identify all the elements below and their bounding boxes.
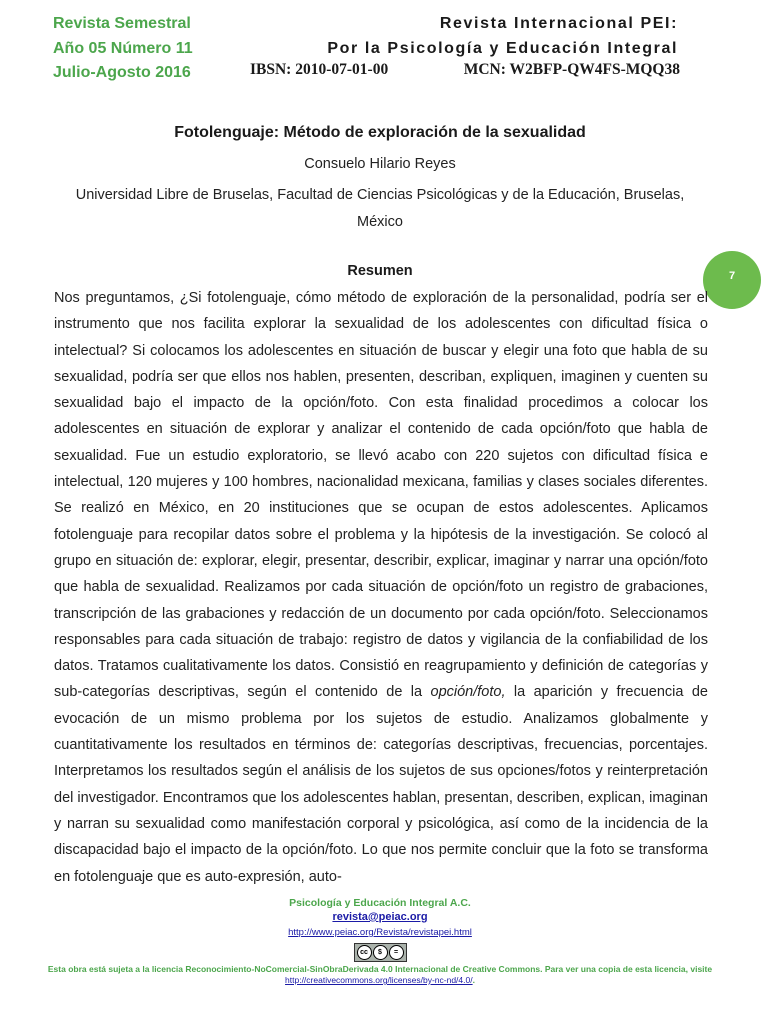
creative-commons-icon[interactable] — [354, 943, 407, 962]
footer-email-link[interactable]: revista@peiac.org — [332, 911, 428, 923]
journal-date: Julio-Agosto 2016 — [53, 64, 191, 81]
license-end: . — [472, 975, 475, 985]
page-footer — [0, 897, 760, 986]
license-text: Esta obra está sujeta a la licencia Reconocimiento-NoComercial-SinObraDerivada 4.0 Internacional de Creative Commons. Para ver una copia de esta licencia, visite — [47, 964, 713, 974]
abstract-text-part2: la aparición y frecuencia de evocación de un mismo problema por los sujetos de estudio. Analizamos globalmente y cuantitativamente los resultados en términos de: categorías descriptivas, frecuencias, porcentajes. Interpretamos los resultados según el análisis de los sujetos de sus opciones/fotos y reinterpretación del investigador. Encontramos que los adolescentes hablan, presentan, describen, explican, imaginan y narran su sexualidad como manifestación corporal y psicológica, así como de la incidencia de la discapacidad bajo el impacto de la opción/foto. Lo que nos permite concluir que la foto se transforma en fotolenguaje que es auto-expresión, auto- — [54, 684, 708, 885]
journal-meta — [53, 12, 193, 86]
cc-icon: cc — [357, 945, 372, 960]
article-author: Consuelo Hilario Reyes — [304, 156, 456, 172]
mcn-number: MCN: W2BFP-QW4FS-MQQ38 — [463, 61, 680, 78]
article-affiliation: Universidad Libre de Bruselas, Facultad de Ciencias Psicológicas y de la Educación, Bruselas, México — [75, 187, 685, 230]
abstract-body — [54, 285, 708, 897]
journal-issue: Año 05 Número 11 — [53, 39, 193, 57]
journal-title — [327, 12, 678, 61]
journal-identifiers — [250, 61, 680, 79]
footer-organization: Psicología y Educación Integral A.C. — [289, 897, 471, 909]
abstract-text-italic: opción/foto, — [430, 684, 506, 701]
license-link[interactable]: http://creativecommons.org/licenses/by-nc-nd/4.0/ — [285, 975, 473, 985]
nd-icon: = — [389, 945, 404, 960]
license-notice — [40, 964, 720, 986]
page-number-badge: 7 — [703, 251, 761, 309]
footer-website-link[interactable]: http://www.peiac.org/Revista/revistapei.html — [288, 927, 472, 938]
article-title: Fotolenguaje: Método de exploración de la sexualidad — [174, 124, 586, 141]
nc-icon: $ — [373, 945, 388, 960]
journal-title-line2: Por la Psicología y Educación Integral — [327, 39, 678, 57]
ibsn-number: IBSN: 2010-07-01-00 — [250, 61, 389, 78]
journal-frequency: Revista Semestral — [53, 15, 191, 32]
abstract-text-part1: Nos preguntamos, ¿Si fotolenguaje, cómo método de exploración de la personalidad, podría ser el instrumento que nos facilita explorar la sexualidad de los adolescentes con dificultad física o intelectual? Si colocamos los adolescentes en situación de buscar y elegir una foto que habla de su sexualidad, podría ser que ellos nos hablen, presenten, describan, expliquen, imaginen y cuenten su sexualidad bajo el impacto de la opción/foto. Con esta finalidad procedimos a colocar los adolescentes en situación de explorar y analizar el contenido de cada opción/foto que habla de sexualidad. Fue un estudio exploratorio, se llevó acabo con 220 sujetos con dificultad física e intelectual, 120 mujeres y 100 hombres, nacionalidad mexicana, familias y clases sociales diferentes. Se realizó en México, en 20 instituciones que se ocupan de estos adolescentes. Aplicamos fotolenguaje para recopilar datos sobre el problema y la hipótesis de la investigación. Se colocó al grupo en situación de: explorar, elegir, presentar, describir, explicar, imaginar y narrar una opción/foto que habla de sexualidad. Realizamos por cada situación de opción/foto un registro de grabaciones, transcripción de las grabaciones y redacción de un documento por cada opción/foto. Seleccionamos responsables para cada situación de trabajo: registro de datos y vigilancia de la confiabilidad de los datos. Tratamos cualitativamente los datos. Consistió en reagrupamiento y definición de categorías y sub-categorías descriptivas, según el contenido de la — [54, 290, 708, 701]
abstract-heading: Resumen — [347, 263, 413, 279]
journal-title-line1: Revista Internacional PEI: — [439, 15, 678, 32]
